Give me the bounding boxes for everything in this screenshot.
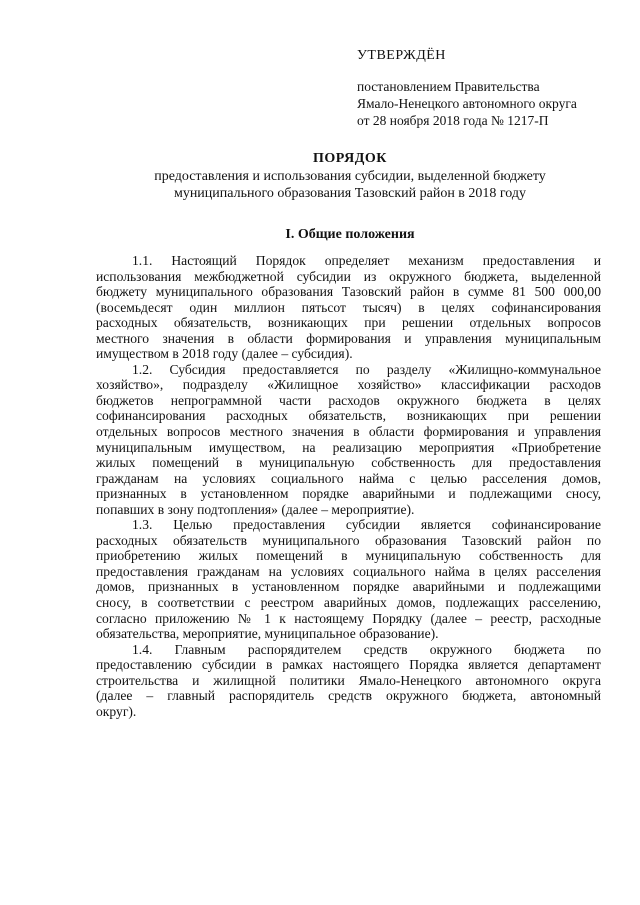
paragraph-line: хозяйство», подразделу «Жилищное хозяйство» классификации расходов [96,377,601,393]
paragraph-line: приобретению жилых помещений в муниципальную собственность для [96,548,601,564]
paragraph-line: сносу, в соответствии с реестром аварийных домов, подлежащих расселению, [96,595,601,611]
paragraph-line: муниципальным имуществом, на реализацию мероприятия «Приобретение [96,439,601,455]
document-body [96,253,601,719]
paragraph-line: расходных обязательств, возникающих при решении отдельных вопросов [96,315,601,331]
paragraph-line: расходных обязательств муниципального образования Тазовский район по [96,532,601,548]
approval-line: Ямало-Ненецкого автономного округа [357,96,577,111]
section-heading: I. Общие положения [285,227,415,242]
paragraph-line: местного значения в области формирования и управления муниципальным [96,330,601,346]
paragraph-line: строительства и жилищной политики Ямало-Ненецкого автономного округа [96,672,601,688]
paragraph-line: 1.3. Целью предоставления субсидии является софинансирование [132,517,601,533]
paragraph-line: предоставлению субсидии в рамках настоящего Порядка является департамент [96,657,601,673]
paragraph-line: 1.1. Настоящий Порядок определяет механизм предоставления и [132,253,601,268]
paragraph-line: жилых помещений в муниципальную собственность для предоставления [96,455,601,471]
paragraph-line: бюджетов непрограммной части расходов окружного бюджета в целях [96,392,601,408]
paragraph-line: имуществом в 2018 году (далее – субсидия). [96,346,353,362]
paragraph-line: признанных в установленном порядке аварийными и подлежащими сносу, [96,486,601,502]
document-title: ПОРЯДОК [313,151,387,166]
paragraph-line: гражданам на условиях социального найма с целью расселения домов, [96,470,601,486]
paragraph-line: согласно приложению № 1 к настоящему Порядку (далее – реестр, расходные [96,610,601,626]
paragraph-line: 1.4. Главным распорядителем средств окружного бюджета по [132,641,601,657]
paragraph-line: обязательства, мероприятие, муниципальное образование). [96,626,439,642]
approval-block [357,47,627,129]
paragraph-line: (восемьдесят один миллион пятьсот тысяч) в целях софинансирования [96,299,601,315]
document-subtitle-line: муниципального образования Тазовский район в 2018 году [173,186,527,201]
paragraph-line: округ). [96,703,137,719]
paragraph-line: софинансирования расходных обязательств, возникающих при решении [96,408,601,424]
paragraph-line: домов, признанных в установленном порядке аварийными и подлежащими [96,579,601,595]
approval-line: постановлением Правительства [357,79,540,94]
paragraph-line: попавших в зону подтопления» (далее – мероприятие). [96,501,415,517]
paragraph-line: (далее – главный распорядитель средств окружного бюджета, автономный [96,688,601,704]
approval-line: от 28 ноября 2018 года № 1217-П [357,113,549,128]
paragraph-line: отдельных вопросов местного значения в области формирования и управления [96,424,601,440]
approved-stamp-word: УТВЕРЖДЁН [357,48,446,63]
document-subtitle-line: предоставления и использования субсидии, выделенной бюджету [154,169,546,184]
document-title-block [60,150,640,202]
paragraph-line: бюджету муниципального образования Тазовский район в сумме 81 500 000,00 [96,284,601,300]
paragraph-line: использования межбюджетной субсидии из окружного бюджета, выделенной [96,268,601,284]
paragraph-line: предоставления гражданам на условиях социального найма в целях расселения [96,563,601,579]
paragraph-line: 1.2. Субсидия предоставляется по разделу «Жилищно-коммунальное [132,361,601,377]
